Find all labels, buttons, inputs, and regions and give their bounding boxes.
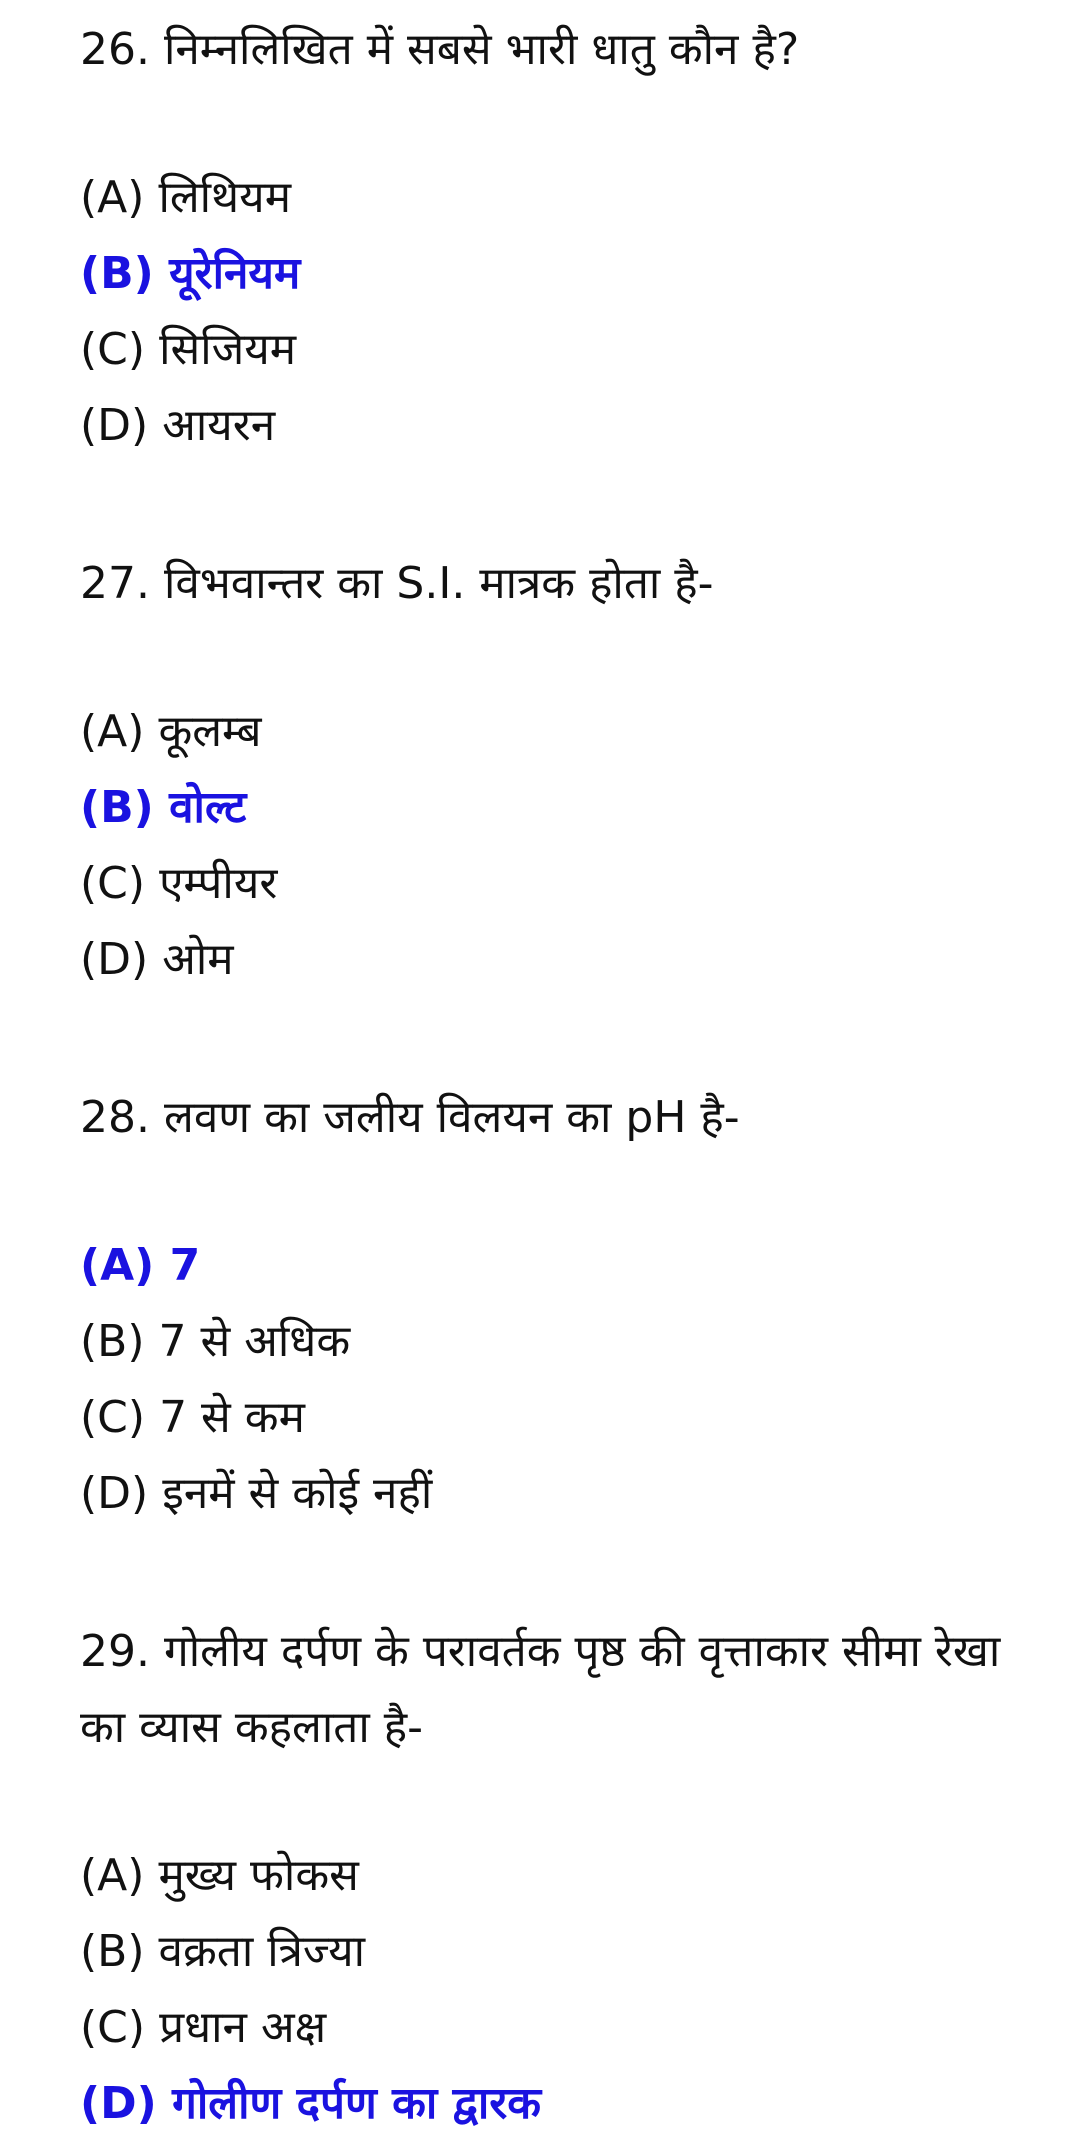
option-text: सिजियम <box>159 324 297 375</box>
option-text: यूरेनियम <box>169 248 301 299</box>
option-text: मुख्य फोकस <box>158 1850 359 1901</box>
option-a <box>80 160 1040 236</box>
option-label: (B) <box>80 248 154 299</box>
option-c <box>80 1990 1040 2066</box>
question-text <box>80 546 1040 622</box>
option-d <box>80 1456 1040 1532</box>
option-label: (B) <box>80 782 154 833</box>
option-label: (A) <box>80 706 145 757</box>
question-27 <box>80 546 1040 1068</box>
option-d <box>80 388 1040 464</box>
option-label: (D) <box>80 2078 157 2129</box>
option-label: (A) <box>80 1240 155 1291</box>
option-text: इनमें से कोई नहीं <box>162 1468 433 1519</box>
option-text: 7 से कम <box>159 1392 305 1443</box>
option-c <box>80 1380 1040 1456</box>
option-text: एम्पीयर <box>159 858 278 909</box>
question-body: गोलीय दर्पण के परावर्तक पृष्ठ की वृत्ताकार सीमा रेखा का व्यास कहलाता है- <box>80 1626 1001 1753</box>
question-text <box>80 1614 1040 1766</box>
option-label: (C) <box>80 324 146 375</box>
option-label: (A) <box>80 1850 145 1901</box>
option-c <box>80 312 1040 388</box>
option-label: (A) <box>80 172 145 223</box>
options-list <box>80 1838 1040 2142</box>
option-b <box>80 770 1040 846</box>
option-text: ओम <box>162 934 234 985</box>
question-body: निम्नलिखित में सबसे भारी धातु कौन है? <box>163 24 800 75</box>
option-text: आयरन <box>162 400 276 451</box>
option-label: (B) <box>80 1926 145 1977</box>
option-label: (D) <box>80 934 149 985</box>
option-text: प्रधान अक्ष <box>159 2002 327 2053</box>
question-number: 27. <box>80 558 150 609</box>
option-label: (C) <box>80 1392 146 1443</box>
option-b <box>80 1914 1040 1990</box>
question-28 <box>80 1080 1040 1602</box>
option-text: गोलीण दर्पण का द्वारक <box>172 2078 542 2129</box>
options-list <box>80 1228 1040 1532</box>
option-a <box>80 1838 1040 1914</box>
option-label: (C) <box>80 858 146 909</box>
options-list <box>80 694 1040 998</box>
option-d <box>80 2066 1040 2142</box>
option-text: वोल्ट <box>169 782 247 833</box>
option-label: (B) <box>80 1316 145 1367</box>
question-body: विभवान्तर का S.I. मात्रक होता है- <box>163 558 714 609</box>
question-number: 26. <box>80 24 150 75</box>
option-label: (C) <box>80 2002 146 2053</box>
option-text: वक्रता त्रिज्या <box>158 1926 366 1977</box>
option-b <box>80 236 1040 312</box>
question-body: लवण का जलीय विलयन का pH है- <box>163 1092 740 1143</box>
question-text <box>80 12 1040 88</box>
question-29 <box>80 1614 1040 2142</box>
option-text: कूलम्ब <box>158 706 262 757</box>
question-number: 29. <box>80 1626 150 1677</box>
option-label: (D) <box>80 400 149 451</box>
option-text: 7 से अधिक <box>158 1316 351 1367</box>
question-text <box>80 1080 1040 1156</box>
option-label: (D) <box>80 1468 149 1519</box>
option-a <box>80 694 1040 770</box>
options-list <box>80 160 1040 464</box>
option-d <box>80 922 1040 998</box>
option-c <box>80 846 1040 922</box>
option-b <box>80 1304 1040 1380</box>
question-26 <box>80 12 1040 534</box>
option-text: लिथियम <box>158 172 292 223</box>
quiz-page <box>80 0 1040 2142</box>
option-text: 7 <box>169 1240 201 1291</box>
question-number: 28. <box>80 1092 150 1143</box>
option-a <box>80 1228 1040 1304</box>
